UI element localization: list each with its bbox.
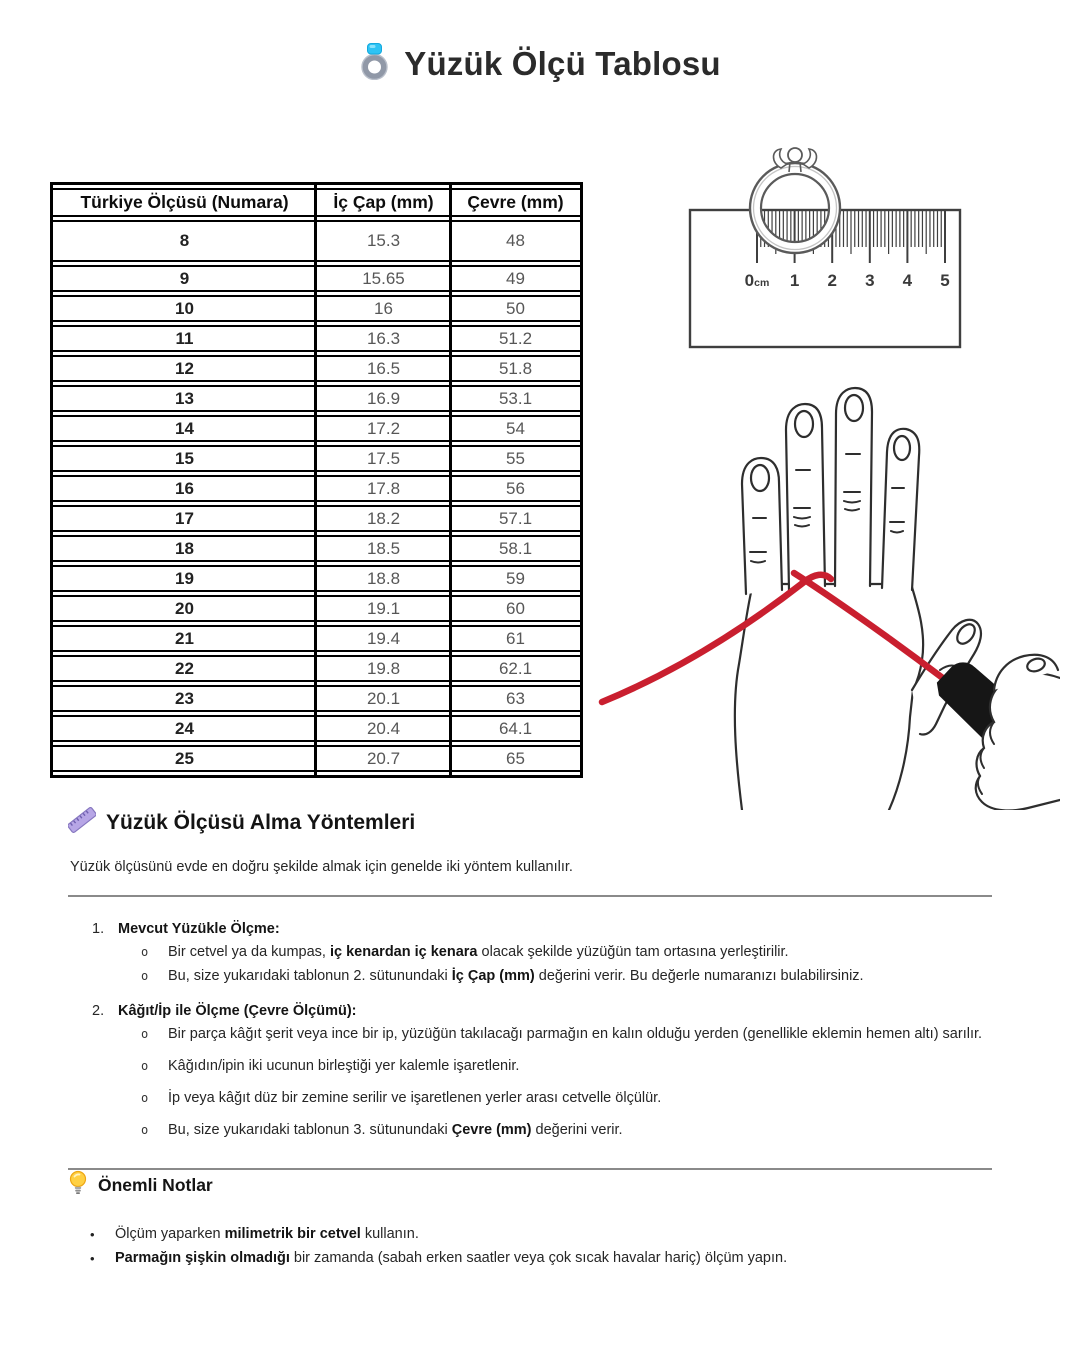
- method-bullet: [141, 942, 992, 963]
- method-bullet: [141, 1024, 992, 1045]
- text-run: Kâğıdın/ipin iki ucunun birleştiği yer kalemle işaretlenir.: [168, 1058, 520, 1075]
- ruler-icon: [68, 806, 96, 839]
- cell-size: 8: [53, 220, 316, 262]
- cell-inner-diameter: 19.8: [316, 655, 451, 682]
- ruler-unit-label: cm: [754, 277, 770, 289]
- text-run: Bu, size yukarıdaki tablonun 3. sütunundaki: [168, 1122, 452, 1139]
- bullet-marker: •: [90, 1227, 95, 1242]
- ruler-scale-label: 1: [789, 271, 800, 290]
- cell-size: 20: [53, 595, 316, 622]
- cell-circumference: 61: [451, 625, 580, 652]
- text-run: Ölçüm yaparken: [115, 1226, 225, 1242]
- cell-size: 23: [53, 685, 316, 712]
- method-bullets: [68, 1024, 992, 1141]
- text-run: İp veya kâğıt düz bir zemine serilir ve işaretlenen yerler arası cetvelle ölçülür.: [168, 1090, 662, 1107]
- text-run: Bir parça kâğıt şerit veya ince bir ip, yüzüğün takılacağı parmağın en kalın olduğu yerden (genellikle eklemin hemen altı) sarılır.: [168, 1026, 983, 1043]
- page-header: [0, 42, 1080, 85]
- hand-illustration-svg: [590, 372, 1060, 810]
- bullet-marker: o: [141, 969, 149, 984]
- bullet-text: [168, 1024, 992, 1045]
- col-header-inner-diameter: İç Çap (mm): [316, 188, 451, 217]
- cell-circumference: 57.1: [451, 505, 580, 532]
- notes-heading-row: [68, 1170, 992, 1201]
- methods-intro: Yüzük ölçüsünü evde en doğru şekilde almak için genelde iki yöntem kullanılır.: [70, 859, 573, 875]
- ring-on-ruler-illustration: [655, 130, 985, 375]
- method-head: [68, 1003, 992, 1019]
- bullet-marker: o: [141, 1123, 149, 1138]
- cell-inner-diameter: 16.3: [316, 325, 451, 352]
- method-bullet: [141, 1088, 992, 1109]
- cell-size: 12: [53, 355, 316, 382]
- cell-circumference: 54: [451, 415, 580, 442]
- text-run: Bir cetvel ya da kumpas,: [168, 944, 330, 960]
- cell-inner-diameter: 17.2: [316, 415, 451, 442]
- cell-circumference: 64.1: [451, 715, 580, 742]
- bullet-text: [168, 966, 992, 987]
- table-column-divider: [314, 185, 317, 775]
- method-title: Kâğıt/İp ile Ölçme (Çevre Ölçümü):: [118, 1003, 357, 1020]
- note-text: [115, 1247, 787, 1271]
- cell-inner-diameter: 18.8: [316, 565, 451, 592]
- methods-section: [68, 806, 992, 1152]
- method-bullet: [141, 1056, 992, 1077]
- ring-size-table: [50, 182, 583, 778]
- cell-inner-diameter: 16.9: [316, 385, 451, 412]
- cell-circumference: 51.8: [451, 355, 580, 382]
- method-bullets: [68, 942, 992, 987]
- cell-circumference: 53.1: [451, 385, 580, 412]
- list-number: 2.: [92, 1003, 105, 1020]
- cell-circumference: 50: [451, 295, 580, 322]
- cell-circumference: 62.1: [451, 655, 580, 682]
- cell-size: 24: [53, 715, 316, 742]
- cell-inner-diameter: 15.3: [316, 220, 451, 262]
- cell-inner-diameter: 15.65: [316, 265, 451, 292]
- cell-size: 15: [53, 445, 316, 472]
- cell-size: 14: [53, 415, 316, 442]
- cell-size: 11: [53, 325, 316, 352]
- bullet-text: [168, 1056, 992, 1077]
- cell-circumference: 60: [451, 595, 580, 622]
- cell-inner-diameter: 17.8: [316, 475, 451, 502]
- ruler-scale-label: 0cm: [744, 271, 770, 290]
- ruler-illustration-svg: [655, 130, 985, 375]
- cell-size: 13: [53, 385, 316, 412]
- bullet-text: [168, 1088, 992, 1109]
- cell-size: 19: [53, 565, 316, 592]
- cell-inner-diameter: 20.1: [316, 685, 451, 712]
- text-run: Parmağın şişkin olmadığı: [115, 1249, 290, 1266]
- method-bullet: [141, 966, 992, 987]
- cell-circumference: 49: [451, 265, 580, 292]
- cell-circumference: 56: [451, 475, 580, 502]
- cell-circumference: 63: [451, 685, 580, 712]
- cell-inner-diameter: 18.5: [316, 535, 451, 562]
- ring-icon: [359, 42, 390, 85]
- cell-size: 25: [53, 745, 316, 772]
- cell-circumference: 59: [451, 565, 580, 592]
- text-run: milimetrik bir cetvel: [224, 1226, 361, 1242]
- bullet-text: [168, 1120, 992, 1141]
- text-run: Çevre (mm): [451, 1122, 532, 1139]
- notes-heading: Önemli Notlar: [98, 1175, 213, 1195]
- cell-circumference: 55: [451, 445, 580, 472]
- ruler-scale-label: 4: [902, 271, 913, 290]
- cell-inner-diameter: 16.5: [316, 355, 451, 382]
- cell-size: 22: [53, 655, 316, 682]
- cell-inner-diameter: 19.4: [316, 625, 451, 652]
- cell-size: 9: [53, 265, 316, 292]
- table-column-divider: [449, 185, 452, 775]
- ruler-scale-label: 3: [865, 271, 875, 290]
- method-bullet: [141, 1120, 992, 1141]
- method-title: Mevcut Yüzükle Ölçme:: [118, 921, 280, 937]
- divider: [68, 895, 992, 897]
- cell-inner-diameter: 18.2: [316, 505, 451, 532]
- cell-size: 18: [53, 535, 316, 562]
- note-item: [90, 1247, 992, 1271]
- bullet-marker: o: [141, 1059, 149, 1074]
- cell-circumference: 65: [451, 745, 580, 772]
- methods-heading: Yüzük Ölçüsü Alma Yöntemleri: [106, 810, 416, 834]
- note-item: [90, 1223, 992, 1247]
- text-run: değerini verir. Bu değerle numaranızı bulabilirsiniz.: [534, 968, 864, 985]
- cell-inner-diameter: 20.4: [316, 715, 451, 742]
- cell-inner-diameter: 20.7: [316, 745, 451, 772]
- bullet-marker: o: [141, 1091, 149, 1106]
- methods-heading-row: [68, 806, 992, 839]
- cell-size: 16: [53, 475, 316, 502]
- bullet-text: [168, 942, 992, 963]
- method-item: [68, 921, 992, 987]
- text-run: kullanın.: [360, 1226, 419, 1242]
- method-head: [68, 921, 992, 937]
- ruler-scale-label: 2: [827, 271, 837, 290]
- cell-inner-diameter: 17.5: [316, 445, 451, 472]
- note-text: [115, 1223, 419, 1247]
- page-title: Yüzük Ölçü Tablosu: [404, 44, 721, 82]
- method-item: [68, 1003, 992, 1141]
- bullet-marker: •: [90, 1250, 95, 1266]
- cell-circumference: 48: [451, 220, 580, 262]
- ruler-scale-label: 5: [940, 271, 950, 290]
- bullet-marker: o: [141, 945, 149, 959]
- notes-section: [68, 1170, 992, 1271]
- list-number: 1.: [92, 921, 105, 937]
- cell-size: 21: [53, 625, 316, 652]
- text-run: iç kenardan iç kenara: [330, 944, 478, 960]
- col-header-circumference: Çevre (mm): [451, 188, 580, 217]
- cell-size: 10: [53, 295, 316, 322]
- text-run: olacak şekilde yüzüğün tam ortasına yerleştirilir.: [477, 944, 789, 960]
- text-run: İç Çap (mm): [451, 968, 535, 985]
- cell-circumference: 51.2: [451, 325, 580, 352]
- cell-inner-diameter: 16: [316, 295, 451, 322]
- col-header-tr-size: Türkiye Ölçüsü (Numara): [53, 188, 316, 217]
- text-run: bir zamanda (sabah erken saatler veya çok sıcak havalar hariç) ölçüm yapın.: [289, 1249, 788, 1266]
- text-run: değerini verir.: [531, 1122, 623, 1139]
- cell-circumference: 58.1: [451, 535, 580, 562]
- bullet-marker: o: [141, 1027, 149, 1042]
- lightbulb-icon: [68, 1170, 88, 1201]
- text-run: Bu, size yukarıdaki tablonun 2. sütunundaki: [168, 968, 452, 985]
- hand-string-illustration: [590, 372, 1060, 810]
- cell-inner-diameter: 19.1: [316, 595, 451, 622]
- cell-size: 17: [53, 505, 316, 532]
